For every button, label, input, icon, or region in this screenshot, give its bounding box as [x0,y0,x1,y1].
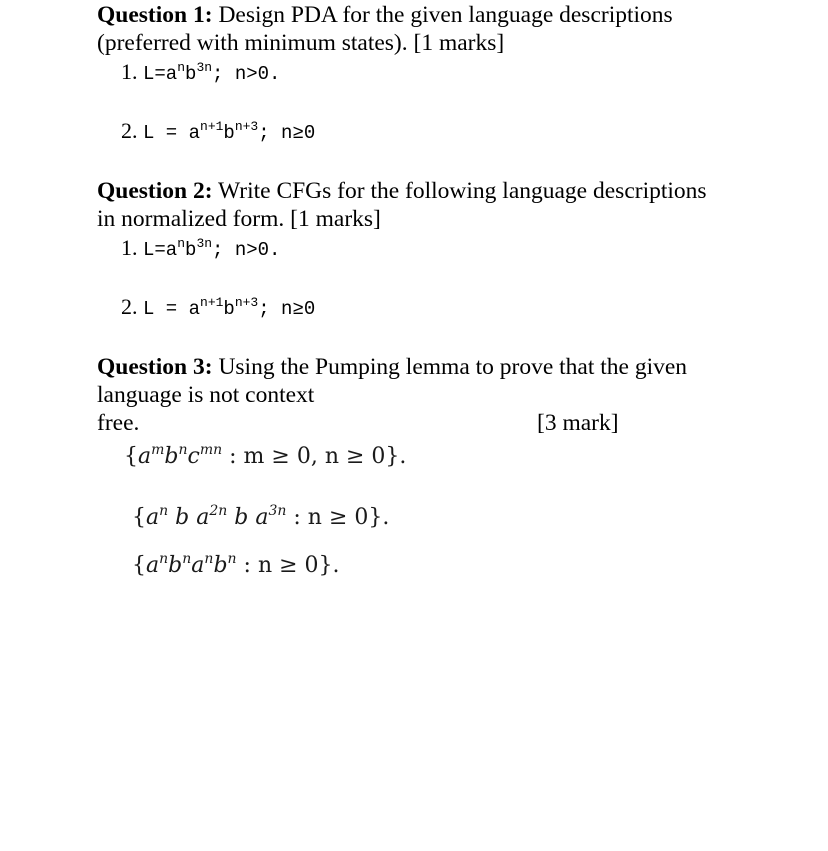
question-1-text-line2: (preferred with minimum states). [1 marks] [97,30,505,56]
question-2-text-line2: in normalized form. [1 marks] [97,206,381,232]
language-expression: $L=a^nb^{3n}$; n>0. [143,236,281,261]
language-expression: $L = a^{n+1}b^{n+3}$; n≥0 [143,295,316,320]
language-expression: $L = a^{n+1}b^{n+3}$; n≥0 [143,119,316,144]
question-2-heading [97,177,747,233]
question-3-marks: [3 mark] [537,410,619,436]
q2-item-2 [121,294,315,324]
q1-item-1 [121,59,280,89]
language-expression: $L=a^nb^{3n}$; n>0. [143,60,281,85]
question-1-text-line1: Design PDA for the given language descriptions [212,2,673,28]
question-2-label: Question 2: [97,178,213,204]
question-3-label: Question 3: [97,354,213,380]
item-number: 1. [121,59,138,84]
question-3-text-line2: language is not context [97,382,315,408]
language-set-2: {$a^n$ b $a^{2n}$ b $a^{3n}$ : n ≥ 0}. [132,503,390,530]
question-2-text-line1: Write CFGs for the following language descriptions [212,178,707,204]
language-set-3: {$a^nb^na^nb^n$ : n ≥ 0}. [132,551,340,578]
question-1-label: Question 1: [97,2,213,28]
item-number: 2. [121,294,138,319]
q2-item-1 [121,235,280,265]
question-3-text-line1: Using the Pumping lemma to prove that the given [212,354,688,380]
language-set-1: {$a^mb^nc^{mn}$ : m ≥ 0, n ≥ 0}. [124,442,407,469]
q1-item-2 [121,118,315,148]
item-number: 1. [121,235,138,260]
question-3-heading [97,353,747,437]
item-number: 2. [121,118,138,143]
question-3-text-line3: free. [97,410,140,436]
question-1-heading [97,1,747,57]
